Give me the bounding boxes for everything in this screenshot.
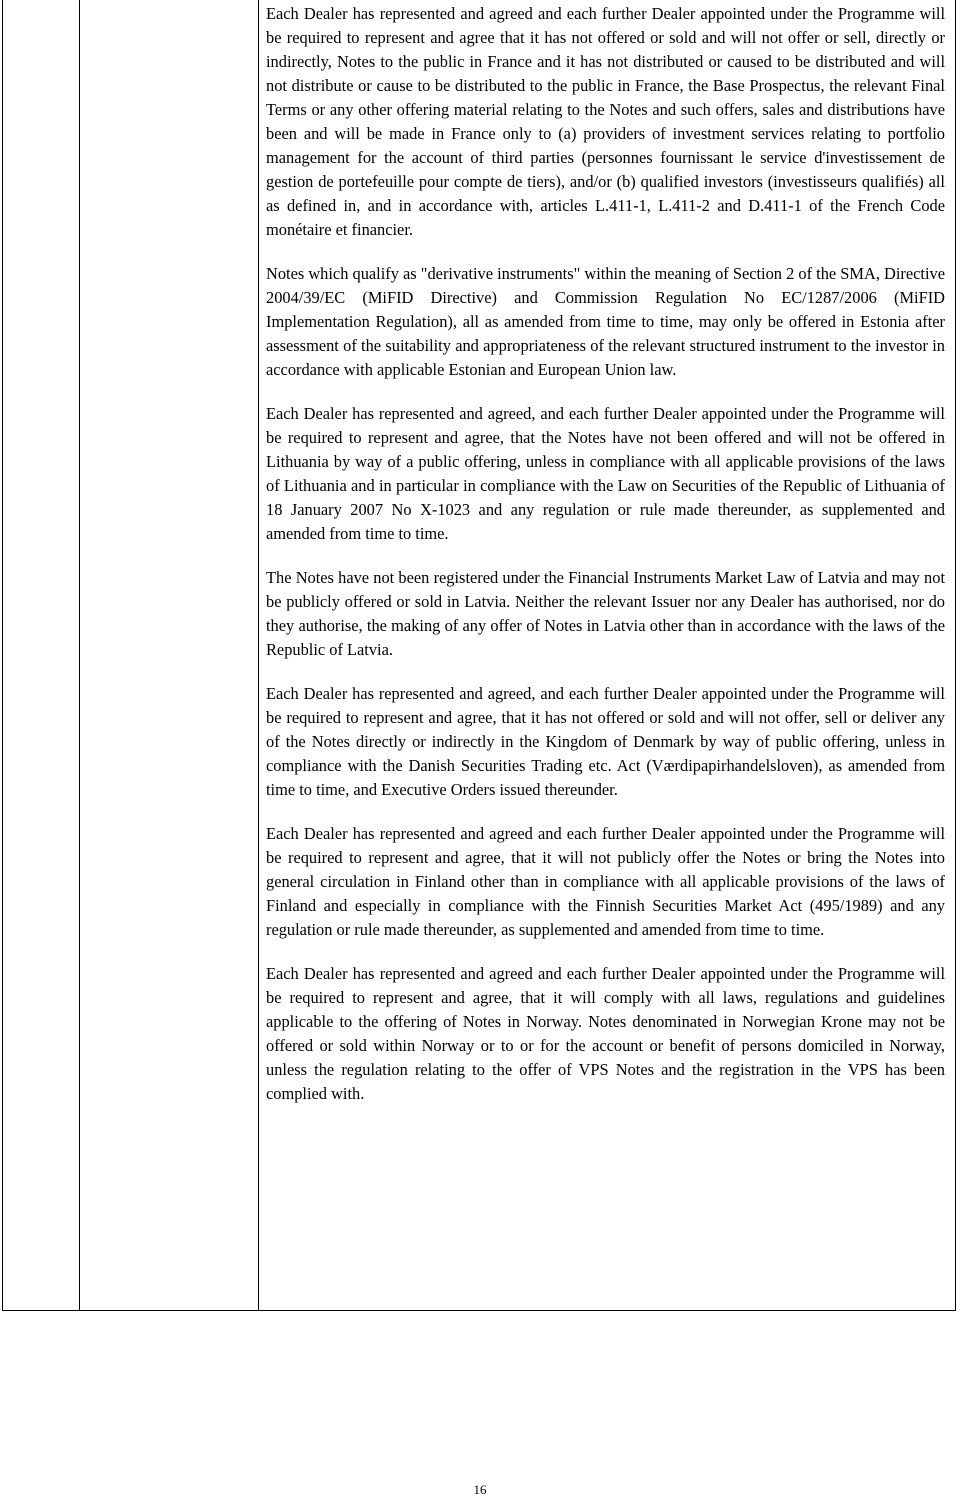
paragraph-finland: Each Dealer has represented and agreed and each further Dealer appointed under the Programme will be required to represent and agree, that it will not publicly offer the Notes or bring the Notes into general circulation in Finland other than in compliance with all applicable provisions of the laws of Finland and especially in compliance with the Finnish Securities Market Act (495/1989) and any regulation or rule made thereunder, as supplemented and amended from time to time. bbox=[266, 824, 945, 939]
paragraph-latvia: The Notes have not been registered under the Financial Instruments Market Law of Latvia and may not be publicly offered or sold in Latvia. Neither the relevant Issuer nor any Dealer has authorised, nor do they authorise, the making of any offer of Notes in Latvia other than in accordance with the laws of the Republic of Latvia. bbox=[266, 568, 945, 659]
paragraph-denmark: Each Dealer has represented and agreed, and each further Dealer appointed under the Programme will be required to represent and agree, that it has not offered or sold and will not offer, sell or deliver any of the Notes directly or indirectly in the Kingdom of Denmark by way of public offering, unless in compliance with the Danish Securities Trading etc. Act (Værdipapirhandelsloven), as amended from time to time, and Executive Orders issued thereunder. bbox=[266, 684, 945, 799]
paragraph-lithuania: Each Dealer has represented and agreed, and each further Dealer appointed under the Programme will be required to represent and agree, that the Notes have not been offered and will not be offered in Lithuania by way of a public offering, unless in compliance with all applicable provisions of the laws of Lithuania and in particular in compliance with the Law on Securities of the Republic of Lithuania of 18 January 2007 No X-1023 and any regulation or rule made thereunder, as supplemented and amended from time to time. bbox=[266, 404, 945, 543]
page-number: 16 bbox=[473, 1482, 487, 1497]
paragraph-estonia: Notes which qualify as "derivative instruments" within the meaning of Section 2 of the SMA, Directive 2004/39/EC (MiFID Directive) and Commission Regulation No EC/1287/2006 (MiFID Implementation Regulation), all as amended from time to time, may only be offered in Estonia after assessment of the suitability and appropriateness of the relevant structured instrument to the investor in accordance with applicable Estonian and European Union law. bbox=[266, 264, 945, 379]
column-divider-right bbox=[258, 0, 259, 1311]
paragraph-france: Each Dealer has represented and agreed and each further Dealer appointed under the Programme will be required to represent and agree that it has not offered or sold and will not offer or sell, directly or indirectly, Notes to the public in France and it has not distributed or caused to be distributed and will not distribute or cause to be distributed to the public in France, the Base Prospectus, the relevant Final Terms or any other offering material relating to the Notes and such offers, sales and distributions have been and will be made in France only to (a) providers of investment services relating to portfolio management for the account of third parties (personnes fournissant le service d'investissement de gestion de portefeuille pour compte de tiers), and/or (b) qualified investors (investisseurs qualifiés) all as defined in, and in accordance with, articles L.411-1, L.411-2 and D.411-1 of the French Code monétaire et financier. bbox=[266, 4, 945, 239]
column-divider-left bbox=[79, 0, 80, 1311]
selling-restrictions-text bbox=[266, 2, 945, 1126]
paragraph-norway: Each Dealer has represented and agreed and each further Dealer appointed under the Programme will be required to represent and agree, that it will comply with all laws, regulations and guidelines applicable to the offering of Notes in Norway. Notes denominated in Norwegian Krone may not be offered or sold within Norway or to or for the account or benefit of persons domiciled in Norway, unless the regulation relating to the offer of VPS Notes and the registration in the VPS has been complied with. bbox=[266, 964, 945, 1103]
